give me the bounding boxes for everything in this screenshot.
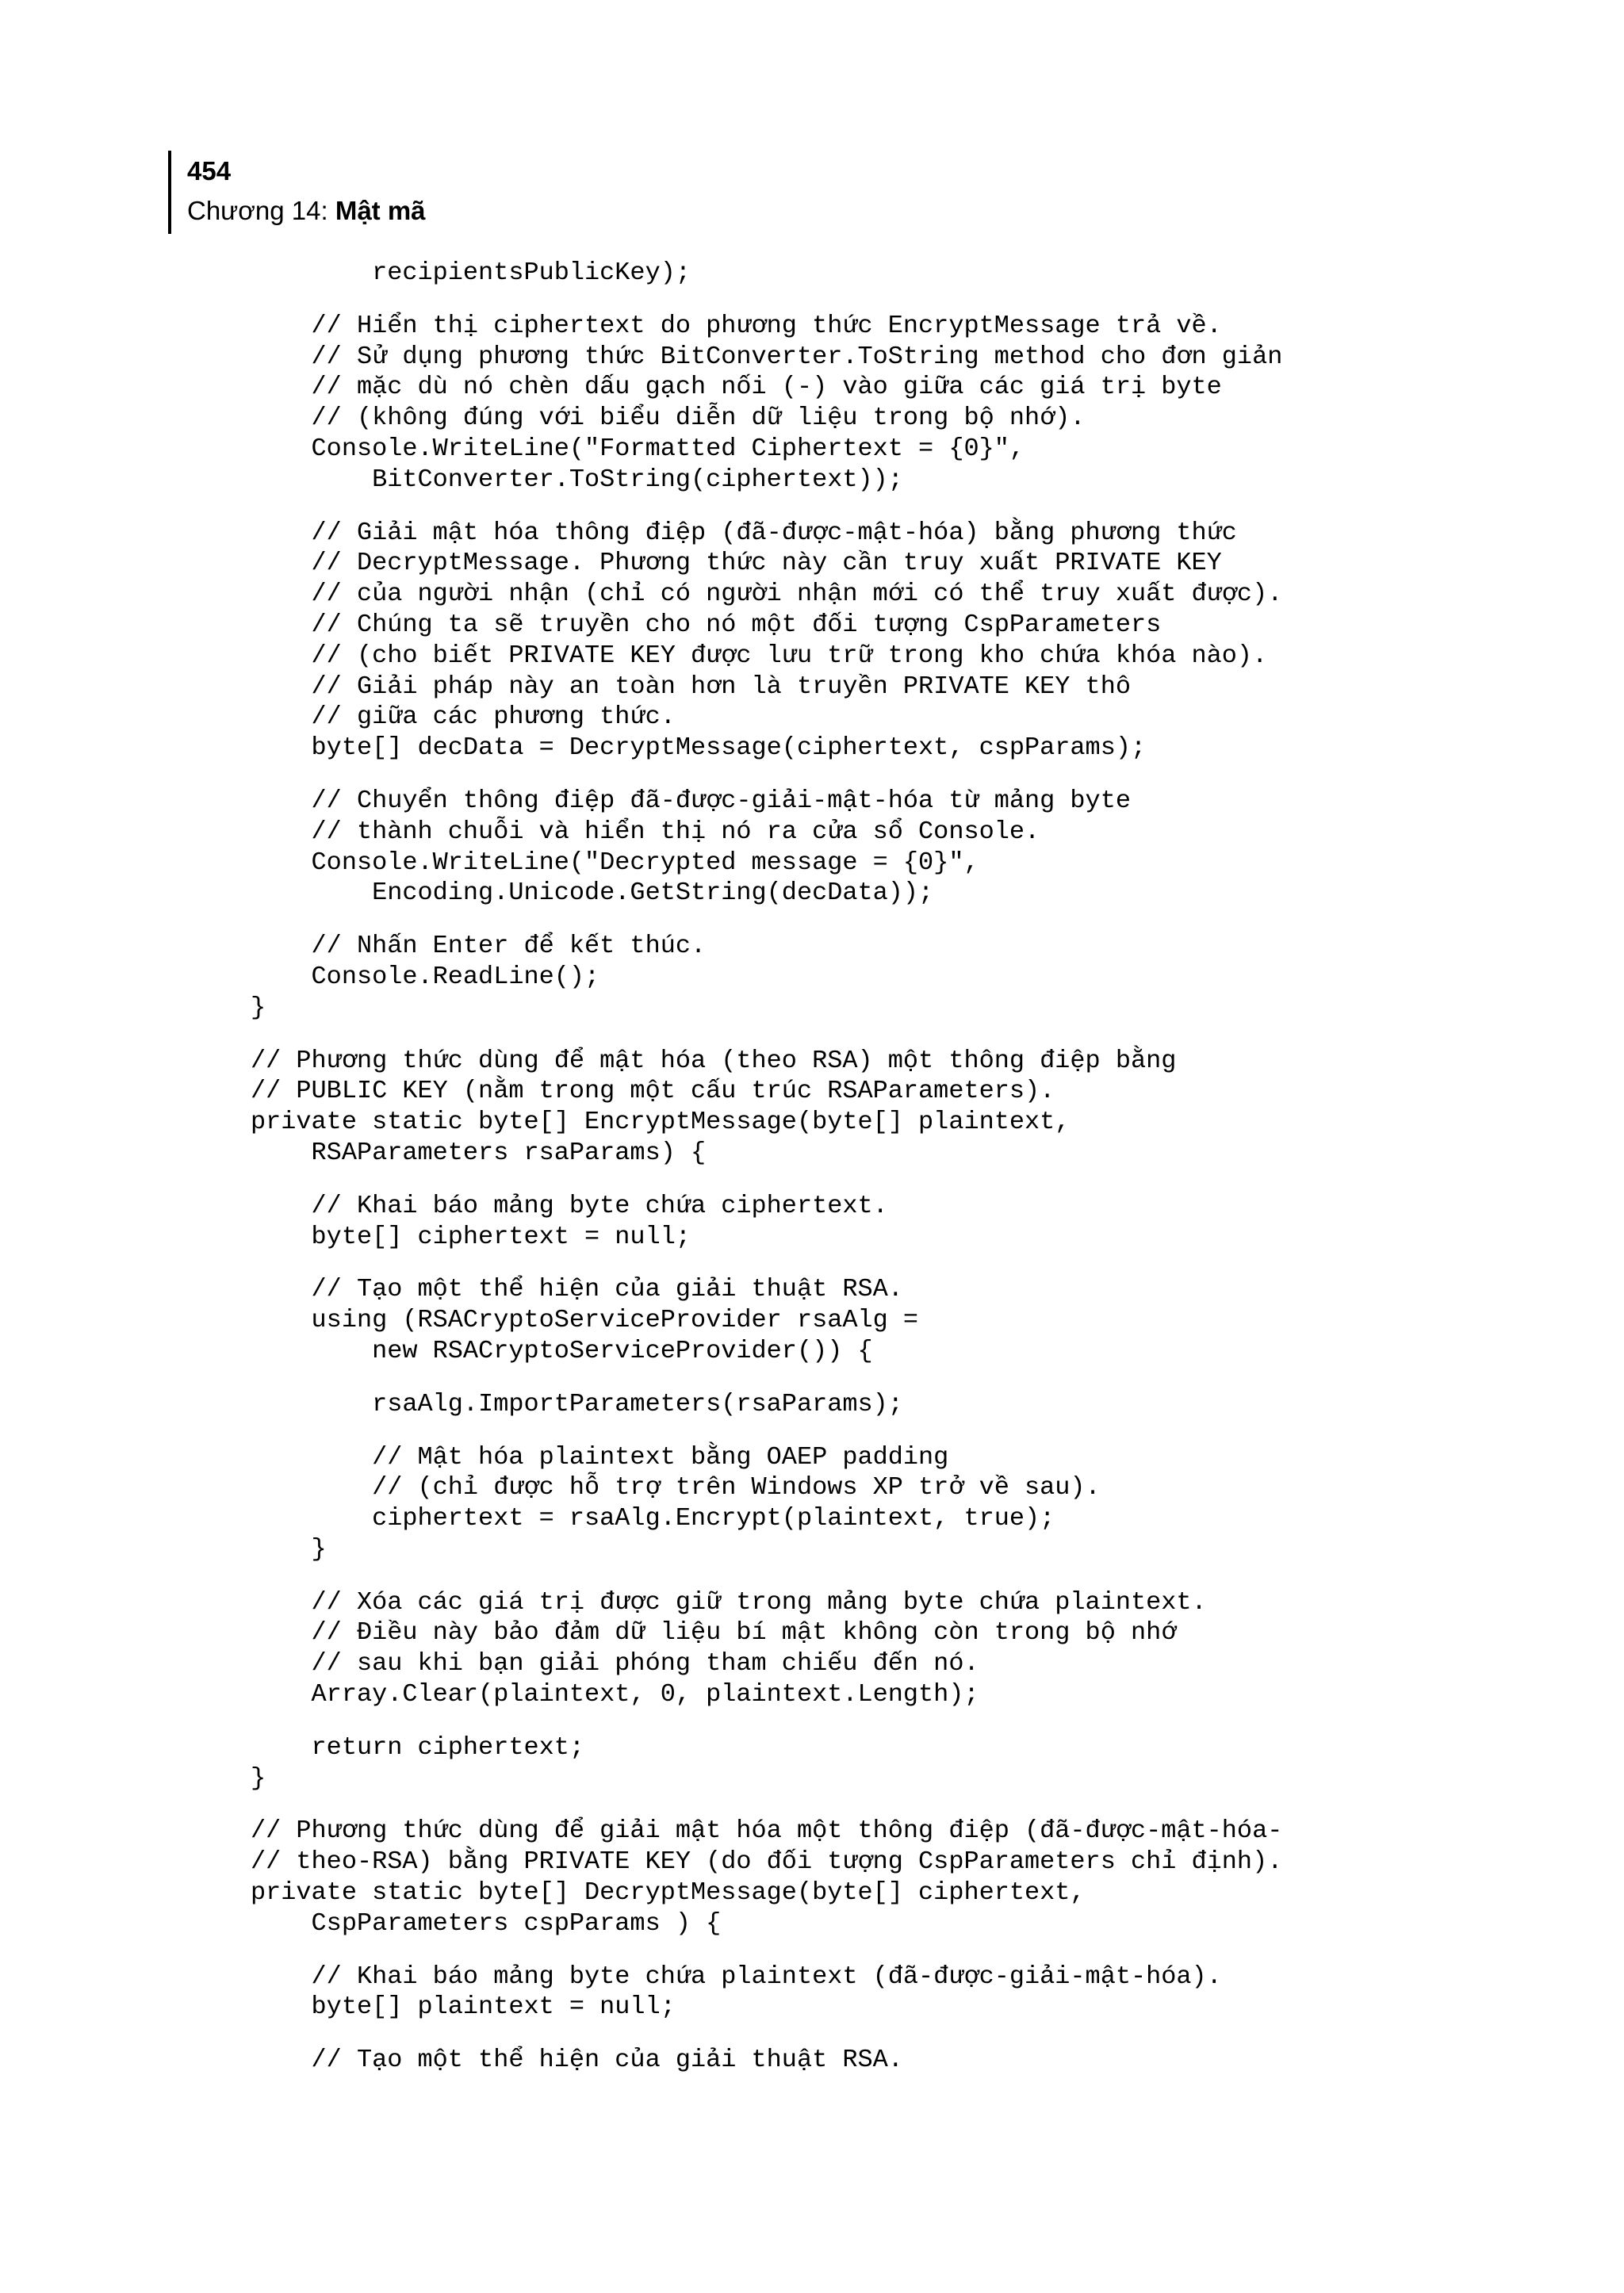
code-block-gap xyxy=(251,1169,1282,1191)
code-block-gap xyxy=(251,289,1282,311)
code-line: recipientsPublicKey); xyxy=(251,258,691,287)
code-line: using (RSACryptoServiceProvider rsaAlg = xyxy=(251,1305,919,1335)
code-line: Encoding.Unicode.GetString(decData)); xyxy=(251,878,934,908)
code-block-gap xyxy=(251,1565,1282,1587)
code-line: private static byte[] EncryptMessage(byte[] plaintext, xyxy=(251,1107,1071,1137)
code-line: return ciphertext; xyxy=(251,1732,585,1762)
code-line: // DecryptMessage. Phương thức này cần truy xuất PRIVATE KEY xyxy=(251,548,1222,578)
page-number: 454 xyxy=(187,156,232,186)
code-line: BitConverter.ToString(ciphertext)); xyxy=(251,464,903,494)
code-line: Console.ReadLine(); xyxy=(251,961,600,991)
code-line: byte[] plaintext = null; xyxy=(251,1992,676,2022)
code-line: // theo-RSA) bằng PRIVATE KEY (do đối tượng CspParameters chỉ định). xyxy=(251,1847,1283,1877)
code-line: // Tạo một thể hiện của giải thuật RSA. xyxy=(251,1274,903,1304)
code-line: } xyxy=(251,992,266,1022)
code-line: // Phương thức dùng để mật hóa (theo RSA) một thông điệp bằng xyxy=(251,1045,1177,1075)
code-line: } xyxy=(251,1763,266,1793)
code-line: // Sử dụng phương thức BitConverter.ToString method cho đơn giản xyxy=(251,341,1283,371)
code-line: Console.WriteLine("Decrypted message = {0}", xyxy=(251,847,979,877)
code-block-gap xyxy=(251,1024,1282,1046)
code-line: byte[] ciphertext = null; xyxy=(251,1221,691,1251)
code-line: // Phương thức dùng để giải mật hóa một thông điệp (đã-được-mật-hóa- xyxy=(251,1816,1283,1846)
code-line: // Giải pháp này an toàn hơn là truyền PRIVATE KEY thô xyxy=(251,671,1131,701)
code-line: byte[] decData = DecryptMessage(ciphertext, cspParams); xyxy=(251,733,1147,763)
header-vertical-rule xyxy=(168,151,171,234)
code-line: // Tạo một thể hiện của giải thuật RSA. xyxy=(251,2045,903,2075)
code-block-gap xyxy=(251,1420,1282,1442)
code-line: // Khai báo mảng byte chứa ciphertext. xyxy=(251,1190,888,1220)
chapter-heading xyxy=(187,195,426,227)
code-block-gap xyxy=(251,1252,1282,1274)
code-line: // (chỉ được hỗ trợ trên Windows XP trở về sau). xyxy=(251,1472,1101,1503)
code-block-gap xyxy=(251,1793,1282,1816)
code-line: // Hiển thị ciphertext do phương thức EncryptMessage trả về. xyxy=(251,310,1222,340)
chapter-title: Mật mã xyxy=(335,196,426,225)
code-block-gap xyxy=(251,909,1282,931)
code-listing xyxy=(251,258,1282,2076)
code-line: Array.Clear(plaintext, 0, plaintext.Length); xyxy=(251,1679,979,1709)
chapter-prefix: Chương 14: xyxy=(187,196,335,225)
code-line: // Khai báo mảng byte chứa plaintext (đã-được-giải-mật-hóa). xyxy=(251,1961,1222,1991)
code-block-gap xyxy=(251,2023,1282,2045)
code-line: // thành chuỗi và hiển thị nó ra cửa sổ Console. xyxy=(251,816,1040,846)
code-line: rsaAlg.ImportParameters(rsaParams); xyxy=(251,1388,903,1418)
code-line: Console.WriteLine("Formatted Ciphertext = {0}", xyxy=(251,433,1025,463)
code-line: // của người nhận (chỉ có người nhận mới có thể truy xuất được). xyxy=(251,579,1283,609)
code-block-gap xyxy=(251,1710,1282,1732)
code-line: // Mật hóa plaintext bằng OAEP padding xyxy=(251,1441,949,1472)
code-line: // giữa các phương thức. xyxy=(251,702,676,732)
code-line: new RSACryptoServiceProvider()) { xyxy=(251,1335,873,1365)
code-line: // Điều này bảo đảm dữ liệu bí mật không còn trong bộ nhớ xyxy=(251,1617,1177,1648)
code-line: // Xóa các giá trị được giữ trong mảng byte chứa plaintext. xyxy=(251,1587,1207,1617)
code-line: // mặc dù nó chèn dấu gạch nối (-) vào giữa các giá trị byte xyxy=(251,372,1222,402)
code-line: private static byte[] DecryptMessage(byte[] ciphertext, xyxy=(251,1878,1086,1908)
code-line: RSAParameters rsaParams) { xyxy=(251,1137,707,1167)
code-line: } xyxy=(251,1533,327,1564)
code-line: ciphertext = rsaAlg.Encrypt(plaintext, true); xyxy=(251,1503,1055,1533)
code-line: // sau khi bạn giải phóng tham chiếu đến nó. xyxy=(251,1648,979,1679)
code-block-gap xyxy=(251,1367,1282,1389)
code-line: // Giải mật hóa thông điệp (đã-được-mật-hóa) bằng phương thức xyxy=(251,517,1237,547)
code-line: // Chúng ta sẽ truyền cho nó một đối tượng CspParameters xyxy=(251,609,1162,639)
code-line: // (không đúng với biểu diễn dữ liệu trong bộ nhớ). xyxy=(251,403,1086,433)
code-block-gap xyxy=(251,1939,1282,1962)
code-line: CspParameters cspParams ) { xyxy=(251,1908,722,1938)
code-block-gap xyxy=(251,764,1282,786)
code-line: // Chuyển thông điệp đã-được-giải-mật-hóa từ mảng byte xyxy=(251,785,1131,815)
code-line: // (cho biết PRIVATE KEY được lưu trữ trong kho chứa khóa nào). xyxy=(251,640,1268,670)
code-block-gap xyxy=(251,496,1282,518)
code-line: // PUBLIC KEY (nằm trong một cấu trúc RSAParameters). xyxy=(251,1076,1055,1106)
code-line: // Nhấn Enter để kết thúc. xyxy=(251,931,707,961)
